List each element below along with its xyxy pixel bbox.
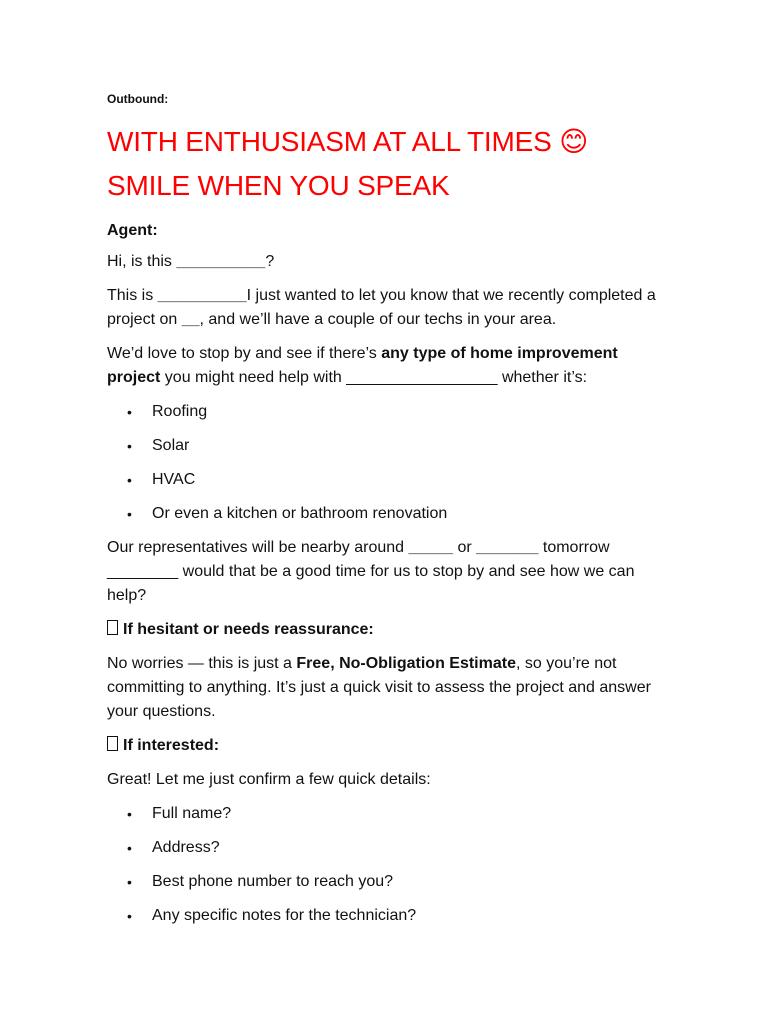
bullet-icon: • xyxy=(127,908,132,924)
details-list xyxy=(107,802,667,928)
service-hvac: HVAC xyxy=(152,471,196,488)
detail-full-name: Full name? xyxy=(152,805,232,822)
headline-part2: SMILE WHEN YOU SPEAK xyxy=(107,170,450,201)
bullet-icon: • xyxy=(127,438,132,454)
schedule-text-a: Our representatives will be nearby around xyxy=(107,539,409,556)
list-item xyxy=(107,836,667,860)
interested-heading xyxy=(107,734,667,758)
schedule-paragraph xyxy=(107,536,667,608)
service-renovation: Or even a kitchen or bathroom renovation xyxy=(152,505,448,522)
reassurance-bold: Free, No-Obligation Estimate xyxy=(296,655,516,672)
time-blank-1: _____ xyxy=(408,539,453,556)
services-bold: any type of home improvement project xyxy=(107,345,618,386)
headline-part1: WITH ENTHUSIASM AT ALL TIMES xyxy=(107,126,560,157)
bullet-icon: • xyxy=(127,506,132,522)
agent-label: Agent: xyxy=(107,222,158,239)
location-blank: __ xyxy=(181,311,200,328)
hesitant-heading xyxy=(107,618,667,642)
confirm-paragraph: Great! Let me just confirm a few quick details: xyxy=(107,771,431,788)
headline xyxy=(107,120,667,208)
list-item xyxy=(107,502,667,526)
service-roofing: Roofing xyxy=(152,403,208,420)
missing-glyph-icon xyxy=(107,620,118,635)
schedule-text-b: or xyxy=(453,539,477,556)
reassurance-paragraph xyxy=(107,652,667,724)
bullet-icon: • xyxy=(127,806,132,822)
missing-glyph-icon xyxy=(107,736,118,751)
greeting-end: ? xyxy=(265,253,275,270)
interested-label: If interested: xyxy=(123,737,220,754)
service-solar: Solar xyxy=(152,437,190,454)
smile-emoji-icon: 😊 xyxy=(559,126,589,157)
intro-text-c: , and we’ll have a couple of our techs in your area. xyxy=(199,311,557,328)
detail-notes: Any specific notes for the technician? xyxy=(152,907,417,924)
reassurance-text-a: No worries — this is just a xyxy=(107,655,297,672)
schedule-text-c: tomorrow ________ would that be a good time for us to stop by and see how we can help? xyxy=(107,539,635,604)
detail-phone: Best phone number to reach you? xyxy=(152,873,394,890)
services-text-b: you might need help with _________________ whether it’s: xyxy=(160,369,588,386)
list-item xyxy=(107,904,667,928)
bullet-icon: • xyxy=(127,874,132,890)
services-text-a: We’d love to stop by and see if there’s xyxy=(107,345,382,362)
services-list xyxy=(107,400,667,526)
greeting-text: Hi, is this xyxy=(107,253,177,270)
list-item xyxy=(107,870,667,894)
bullet-icon: • xyxy=(127,840,132,856)
bullet-icon: • xyxy=(127,404,132,420)
reassurance-text-b: , so you’re not committing to anything. It’s just a quick visit to assess the project and answer your questions. xyxy=(107,655,651,720)
list-item xyxy=(107,434,667,458)
intro-text-a: This is xyxy=(107,287,158,304)
list-item xyxy=(107,400,667,424)
name-blank: __________ xyxy=(176,253,266,270)
hesitant-label: If hesitant or needs reassurance: xyxy=(123,621,374,638)
services-paragraph xyxy=(107,342,667,390)
bullet-icon: • xyxy=(127,472,132,488)
greeting-line xyxy=(107,250,667,274)
list-item xyxy=(107,468,667,492)
document-body xyxy=(107,92,667,938)
list-item xyxy=(107,802,667,826)
time-blank-2: _______ xyxy=(476,539,539,556)
outbound-label: Outbound: xyxy=(107,92,169,106)
detail-address: Address? xyxy=(152,839,220,856)
intro-paragraph xyxy=(107,284,667,332)
intro-text-b: I just wanted to let you know that we recently completed a project on xyxy=(107,287,656,328)
agent-name-blank: __________ xyxy=(157,287,247,304)
